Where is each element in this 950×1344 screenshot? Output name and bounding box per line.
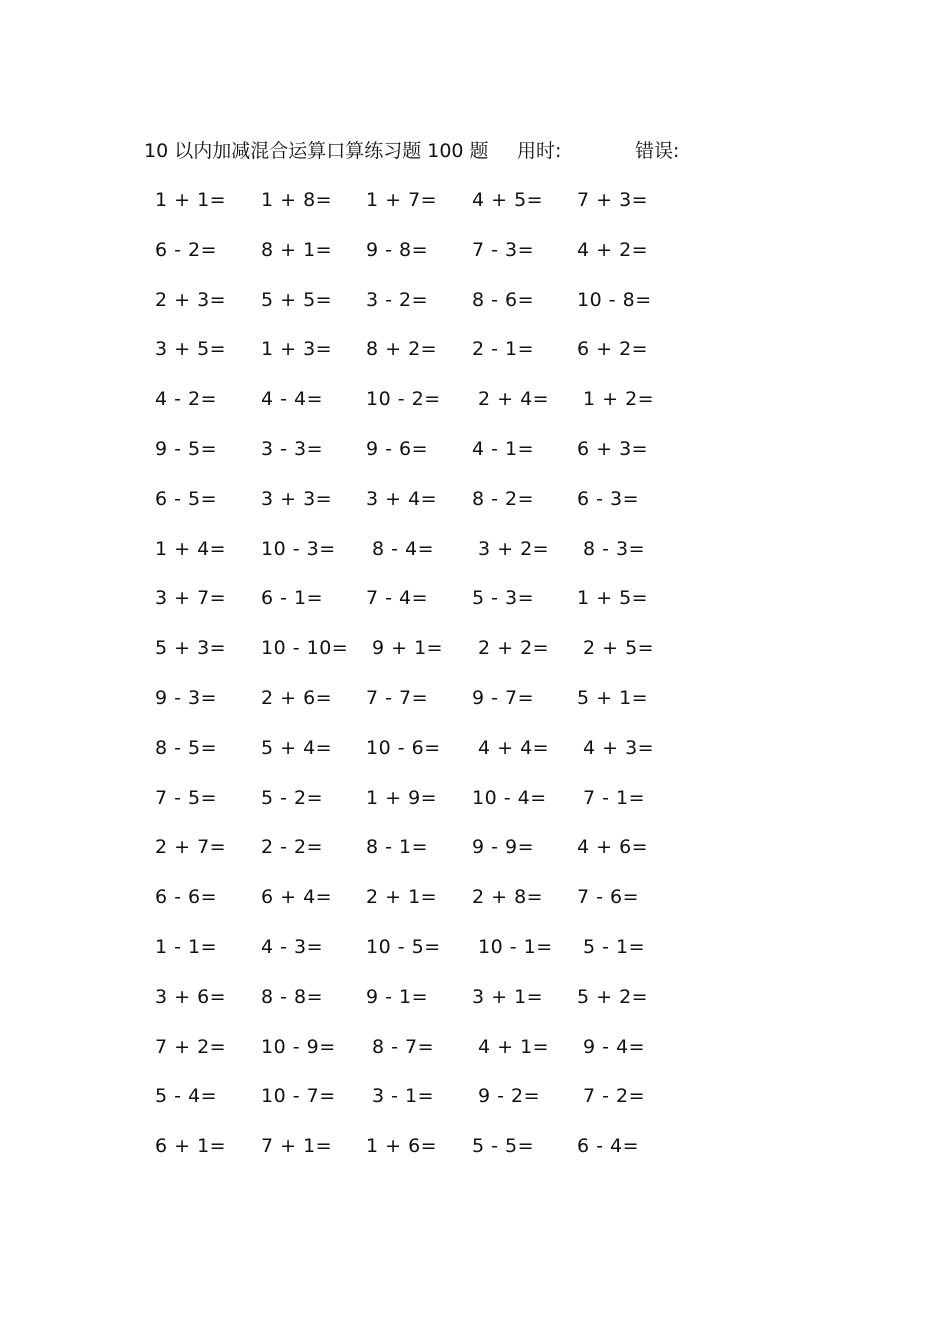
- arithmetic-problem: 8 + 1=: [261, 238, 333, 261]
- problem-row: [0, 434, 700, 464]
- arithmetic-problem: 10 - 4=: [472, 786, 547, 809]
- arithmetic-problem: 7 - 2=: [583, 1085, 646, 1108]
- worksheet-title: 10 以内加减混合运算口算练习题 100 题: [144, 140, 489, 162]
- arithmetic-problem: 8 + 2=: [366, 338, 438, 361]
- arithmetic-problem: 9 - 6=: [366, 438, 429, 460]
- arithmetic-problem: 4 + 2=: [577, 238, 649, 261]
- arithmetic-problem: 9 - 2=: [478, 1085, 541, 1108]
- arithmetic-problem: 4 + 3=: [583, 736, 655, 759]
- arithmetic-problem: 1 + 1=: [155, 189, 227, 211]
- problem-row: [0, 733, 700, 763]
- arithmetic-problem: 10 - 1=: [478, 936, 553, 958]
- arithmetic-problem: 4 + 6=: [577, 836, 649, 859]
- problem-row: [0, 932, 700, 962]
- arithmetic-problem: 7 - 6=: [577, 886, 640, 909]
- arithmetic-problem: 2 + 5=: [583, 637, 655, 660]
- arithmetic-problem: 2 - 2=: [261, 836, 324, 859]
- arithmetic-problem: 4 - 2=: [155, 388, 218, 411]
- arithmetic-problem: 5 + 4=: [261, 736, 333, 759]
- problem-row: [0, 583, 700, 613]
- arithmetic-problem: 1 - 1=: [155, 936, 218, 958]
- arithmetic-problem: 8 - 6=: [472, 288, 535, 311]
- arithmetic-problem: 3 + 2=: [478, 537, 550, 560]
- arithmetic-problem: 7 + 2=: [155, 1035, 227, 1058]
- arithmetic-problem: 9 - 1=: [366, 985, 429, 1008]
- arithmetic-problem: 10 - 7=: [261, 1085, 336, 1108]
- problem-row: [0, 285, 700, 315]
- arithmetic-problem: 10 - 8=: [577, 288, 652, 311]
- arithmetic-problem: 6 - 1=: [261, 587, 324, 610]
- arithmetic-problem: 8 - 1=: [366, 836, 429, 859]
- arithmetic-problem: 1 + 9=: [366, 786, 438, 809]
- arithmetic-problem: 5 - 5=: [472, 1135, 535, 1158]
- problem-row: [0, 832, 700, 862]
- problem-row: [0, 185, 700, 215]
- arithmetic-problem: 4 + 4=: [478, 736, 550, 759]
- problem-row: [0, 484, 700, 514]
- arithmetic-problem: 5 - 4=: [155, 1085, 218, 1108]
- arithmetic-problem: 7 + 1=: [261, 1135, 333, 1158]
- arithmetic-problem: 4 - 4=: [261, 388, 324, 411]
- arithmetic-problem: 5 + 5=: [261, 288, 333, 311]
- arithmetic-problem: 1 + 3=: [261, 338, 333, 361]
- problem-row: [0, 783, 700, 813]
- arithmetic-problem: 9 - 4=: [583, 1035, 646, 1058]
- arithmetic-problem: 9 + 1=: [372, 637, 444, 660]
- arithmetic-problem: 6 + 3=: [577, 438, 649, 460]
- arithmetic-problem: 2 + 7=: [155, 836, 227, 859]
- problem-row: [0, 1081, 700, 1111]
- arithmetic-problem: 2 + 4=: [478, 388, 550, 411]
- arithmetic-problem: 1 + 4=: [155, 537, 227, 560]
- time-used-label: 用时:: [517, 140, 562, 162]
- arithmetic-problem: 3 + 7=: [155, 587, 227, 610]
- arithmetic-problem: 5 - 1=: [583, 936, 646, 958]
- arithmetic-problem: 9 - 5=: [155, 438, 218, 460]
- error-count-label: 错误:: [635, 140, 680, 162]
- arithmetic-problem: 8 - 7=: [372, 1035, 435, 1058]
- arithmetic-problem: 8 - 2=: [472, 487, 535, 510]
- arithmetic-problem: 7 - 4=: [366, 587, 429, 610]
- arithmetic-problem: 1 + 8=: [261, 189, 333, 211]
- arithmetic-problem: 7 - 1=: [583, 786, 646, 809]
- arithmetic-problem: 4 + 1=: [478, 1035, 550, 1058]
- problem-row: [0, 633, 700, 663]
- arithmetic-problem: 7 - 5=: [155, 786, 218, 809]
- problem-row: [0, 334, 700, 364]
- arithmetic-problem: 8 - 5=: [155, 736, 218, 759]
- problem-row: [0, 982, 700, 1012]
- arithmetic-problem: 4 + 5=: [472, 189, 544, 211]
- arithmetic-problem: 10 - 10=: [261, 637, 349, 660]
- arithmetic-problem: 7 + 3=: [577, 189, 649, 211]
- arithmetic-problem: 8 - 3=: [583, 537, 646, 560]
- arithmetic-problem: 9 - 8=: [366, 238, 429, 261]
- arithmetic-problem: 4 - 3=: [261, 936, 324, 958]
- arithmetic-problem: 3 + 4=: [366, 487, 438, 510]
- problem-row: [0, 1131, 700, 1161]
- arithmetic-problem: 2 + 1=: [366, 886, 438, 909]
- arithmetic-problem: 4 - 1=: [472, 438, 535, 460]
- arithmetic-problem: 2 - 1=: [472, 338, 535, 361]
- arithmetic-problem: 5 - 2=: [261, 786, 324, 809]
- arithmetic-problem: 5 + 1=: [577, 687, 649, 709]
- problem-row: [0, 683, 700, 713]
- arithmetic-problem: 5 - 3=: [472, 587, 535, 610]
- arithmetic-problem: 6 + 1=: [155, 1135, 227, 1158]
- arithmetic-problem: 2 + 8=: [472, 886, 544, 909]
- arithmetic-problem: 6 - 6=: [155, 886, 218, 909]
- arithmetic-problem: 3 + 3=: [261, 487, 333, 510]
- arithmetic-problem: 6 - 3=: [577, 487, 640, 510]
- arithmetic-problem: 10 - 2=: [366, 388, 441, 411]
- arithmetic-problem: 5 + 3=: [155, 637, 227, 660]
- arithmetic-problem: 6 + 4=: [261, 886, 333, 909]
- arithmetic-problem: 9 - 3=: [155, 687, 218, 709]
- arithmetic-problem: 3 + 5=: [155, 338, 227, 361]
- problem-row: [0, 384, 700, 414]
- arithmetic-problem: 3 + 6=: [155, 985, 227, 1008]
- arithmetic-problem: 5 + 2=: [577, 985, 649, 1008]
- arithmetic-problem: 6 - 2=: [155, 238, 218, 261]
- arithmetic-problem: 3 + 1=: [472, 985, 544, 1008]
- arithmetic-problem: 1 + 2=: [583, 388, 655, 411]
- arithmetic-problem: 7 - 7=: [366, 687, 429, 709]
- arithmetic-problem: 9 - 7=: [472, 687, 535, 709]
- arithmetic-problem: 1 + 6=: [366, 1135, 438, 1158]
- arithmetic-problem: 10 - 6=: [366, 736, 441, 759]
- arithmetic-problem: 2 + 2=: [478, 637, 550, 660]
- arithmetic-problem: 2 + 6=: [261, 687, 333, 709]
- arithmetic-problem: 10 - 9=: [261, 1035, 336, 1058]
- arithmetic-problem: 1 + 7=: [366, 189, 438, 211]
- arithmetic-problem: 8 - 4=: [372, 537, 435, 560]
- arithmetic-problem: 3 - 1=: [372, 1085, 435, 1108]
- problem-row: [0, 1032, 700, 1062]
- arithmetic-problem: 9 - 9=: [472, 836, 535, 859]
- arithmetic-problem: 10 - 3=: [261, 537, 336, 560]
- arithmetic-problem: 6 - 4=: [577, 1135, 640, 1158]
- problem-row: [0, 882, 700, 912]
- worksheet-header: [144, 137, 744, 165]
- arithmetic-problem: 7 - 3=: [472, 238, 535, 261]
- arithmetic-problem: 6 - 5=: [155, 487, 218, 510]
- problem-row: [0, 235, 700, 265]
- arithmetic-problem: 8 - 8=: [261, 985, 324, 1008]
- arithmetic-problem: 1 + 5=: [577, 587, 649, 610]
- arithmetic-problem: 10 - 5=: [366, 936, 441, 958]
- arithmetic-problem: 6 + 2=: [577, 338, 649, 361]
- arithmetic-problem: 3 - 2=: [366, 288, 429, 311]
- arithmetic-problem: 3 - 3=: [261, 438, 324, 460]
- arithmetic-problem: 2 + 3=: [155, 288, 227, 311]
- problem-row: [0, 534, 700, 564]
